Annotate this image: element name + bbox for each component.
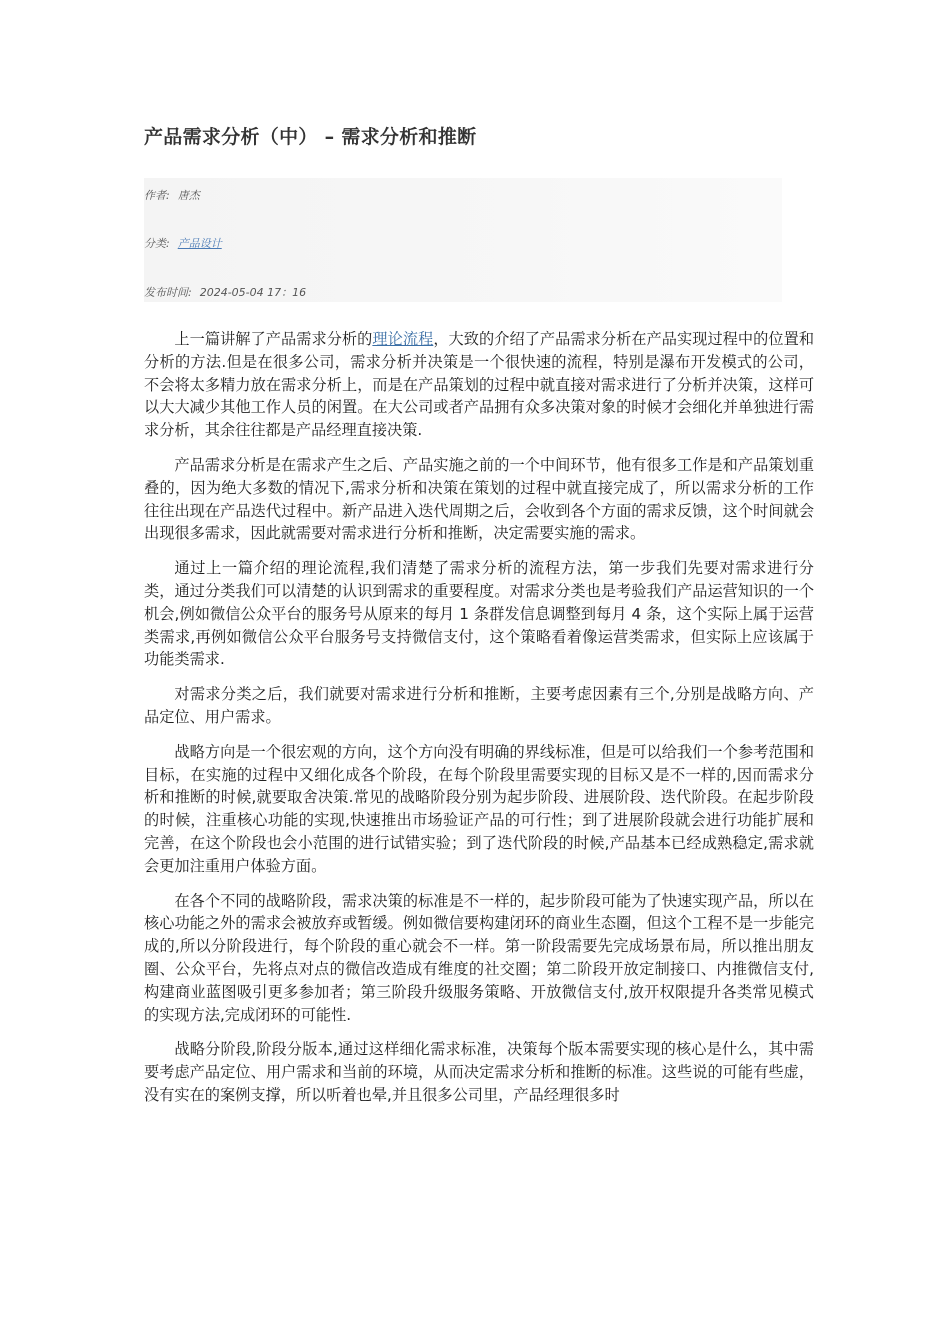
article-paragraph: 通过上一篇介绍的理论流程,我们清楚了需求分析的流程方法，第一步我们先要对需求进行分类，通过分类我们可以清楚的认识到需求的重要程度。对需求分类也是考验我们产品运营知识的一个机会,例如微信公众平台的服务号从原来的每月 1 条群发信息调整到每月 4 条，这个实际上属于运营类需求,再例如微信公众平台服务号支持微信支付，这个策略看着像运营类需求，但实际上应该属于功能类需求. <box>144 559 814 669</box>
article-paragraph <box>144 328 814 442</box>
meta-publish-date <box>144 284 306 300</box>
article-paragraph: 战略方向是一个很宏观的方向，这个方向没有明确的界线标准，但是可以给我们一个参考范围和目标，在实施的过程中又细化成各个阶段，在每个阶段里需要实现的目标又是不一样的,因而需求分析和推断的时候,就要取舍决策.常见的战略阶段分别为起步阶段、进展阶段、迭代阶段。在起步阶段的时候，注重核心功能的实现,快速推出市场验证产品的可行性；到了进展阶段就会进行功能扩展和完善，在这个阶段也会小范围的进行试错实验；到了迭代阶段的时候,产品基本已经成熟稳定,需求就会更加注重用户体验方面。 <box>144 742 814 875</box>
article-paragraph: 战略分阶段,阶段分版本,通过这样细化需求标准，决策每个版本需要实现的核心是什么，其中需要考虑产品定位、用户需求和当前的环境，从而决定需求分析和推断的标准。这些说的可能有些虚，没有实在的案例支撑，所以听着也晕,并且很多公司里，产品经理很多时 <box>144 1040 814 1104</box>
paragraph-text: ，大致的介绍了产品需求分析在产品实现过程中的位置和分析的方法.但是在很多公司，需求分析并决策是一个很快速的流程，特别是瀑布开发模式的公司，不会将太多精力放在需求分析上，而是在产品策划的过程中就直接对需求进行了分析并决策，这样可以大大减少其他工作人员的闲置。在大公司或者产品拥有众多决策对象的时候才会细化并单独进行需求分析，其余往往都是产品经理直接决策. <box>144 330 815 440</box>
theory-process-link[interactable]: 理论流程 <box>372 330 434 348</box>
paragraph-text: 上一篇讲解了产品需求分析的 <box>174 330 373 348</box>
meta-category-label: 分类: <box>144 237 170 250</box>
meta-category <box>144 235 222 251</box>
article-paragraph: 产品需求分析是在需求产生之后、产品实施之前的一个中间环节，他有很多工作是和产品策划重叠的，因为绝大多数的情况下,需求分析和决策在策划的过程中就直接完成了，所以需求分析的工作往往出现在产品迭代过程中。新产品进入迭代周期之后，会收到各个方面的需求反馈，这个时间就会出现很多需求，因此就需要对需求进行分析和推断，决定需要实施的需求。 <box>144 455 814 543</box>
meta-date-value: 2024-05-04 17：16 <box>199 286 307 299</box>
meta-category-link[interactable]: 产品设计 <box>177 237 222 250</box>
meta-author-label: 作者: <box>144 189 170 202</box>
meta-author-value: 唐杰 <box>177 189 200 202</box>
meta-date-label: 发布时间: <box>144 286 192 299</box>
meta-author <box>144 187 200 203</box>
article-body <box>144 328 814 1119</box>
article-paragraph: 对需求分类之后，我们就要对需求进行分析和推断，主要考虑因素有三个,分别是战略方向、产品定位、用户需求。 <box>144 685 814 726</box>
article-title: 产品需求分析（中） – 需求分析和推断 <box>144 126 477 148</box>
article-paragraph: 在各个不同的战略阶段，需求决策的标准是不一样的，起步阶段可能为了快速实现产品，所以在核心功能之外的需求会被放弃或暂缓。例如微信要构建闭环的商业生态圈，但这个工程不是一步能完成的,所以分阶段进行，每个阶段的重心就会不一样。第一阶段需要先完成场景布局，所以推出朋友圈、公众平台，先将点对点的微信改造成有维度的社交圈；第二阶段开放定制接口、内推微信支付,构建商业蓝图吸引更多参加者；第三阶段升级服务策略、开放微信支付,放开权限提升各类常见模式的实现方法,完成闭环的可能性. <box>144 891 814 1024</box>
